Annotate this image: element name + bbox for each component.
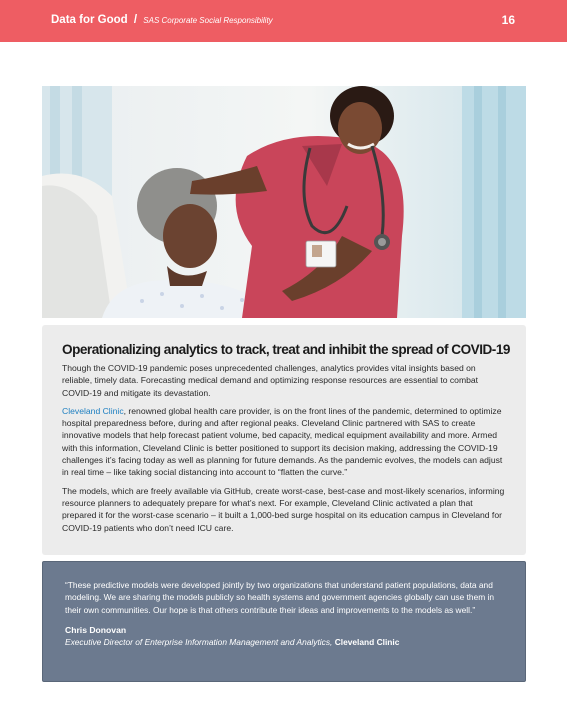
quote-box: [42, 561, 526, 682]
photo-illustration: [42, 86, 526, 318]
hero-photo: [42, 86, 526, 318]
article-card: [42, 325, 526, 555]
article-paragraph-3: The models, which are freely available via GitHub, create worst-case, best-case and most-likely scenarios, informing resource planners to adequately prepare for what’s next. For example, Cleveland Clinic activated a plan that prepared it for the worst-case scenario – it built a 1,000-bed surge hospital on its education campus in Cleveland for COVID-19 patients who don’t need ICU care.: [62, 485, 505, 533]
page-number: 16: [501, 13, 515, 27]
header-brand: Data for Good: [51, 14, 128, 26]
article-paragraph-1: Though the COVID-19 pandemic poses unprecedented challenges, analytics provides vital insights based on reliable, timely data. Forecasting medical demand and optimizing response resources are essential to combat COVID-19 and mitigate its devastation.: [62, 363, 479, 398]
quote-text: “These predictive models were developed jointly by two organizations that understand patient populations, data and modeling. We are sharing the models publicly so health systems and government agencies globally can use them in their own communities. Our hope is that others contribute their ideas and improvements to the models as well.”: [65, 580, 495, 615]
header-subtitle: SAS Corporate Social Responsibility: [143, 16, 273, 25]
quote-author: Chris Donovan: [65, 625, 127, 636]
article-heading: Operationalizing analytics to track, treat and inhibit the spread of COVID-19: [62, 342, 510, 357]
header-title: [51, 14, 273, 26]
quote-author-role: [65, 636, 503, 648]
article-paragraph-2-text: , renowned global health care provider, is on the front lines of the pandemic, determined to optimize hospital preparedness before, during and after regional peaks. Cleveland Clinic partnered with SAS to create innovative models that help forecast patient volume, bed capacity, medical equipment availability and more. Armed with this information, Cleveland Clinic is better positioned to support its decision making, addressing the COVID-19 challenges it’s facing today as well as planning for future demands. As the pandemic evolves, the models can adjust in real time – like taking social distancing into account to “flatten the curve.”: [62, 405, 503, 478]
quote-organization: Cleveland Clinic: [334, 637, 400, 648]
quote-role-title: Executive Director of Enterprise Information Management and Analytics,: [65, 637, 335, 648]
cleveland-clinic-link[interactable]: Cleveland Clinic: [62, 405, 124, 416]
article-paragraph-2: [62, 405, 506, 479]
page-header: [0, 0, 567, 42]
header-separator: /: [133, 14, 138, 26]
